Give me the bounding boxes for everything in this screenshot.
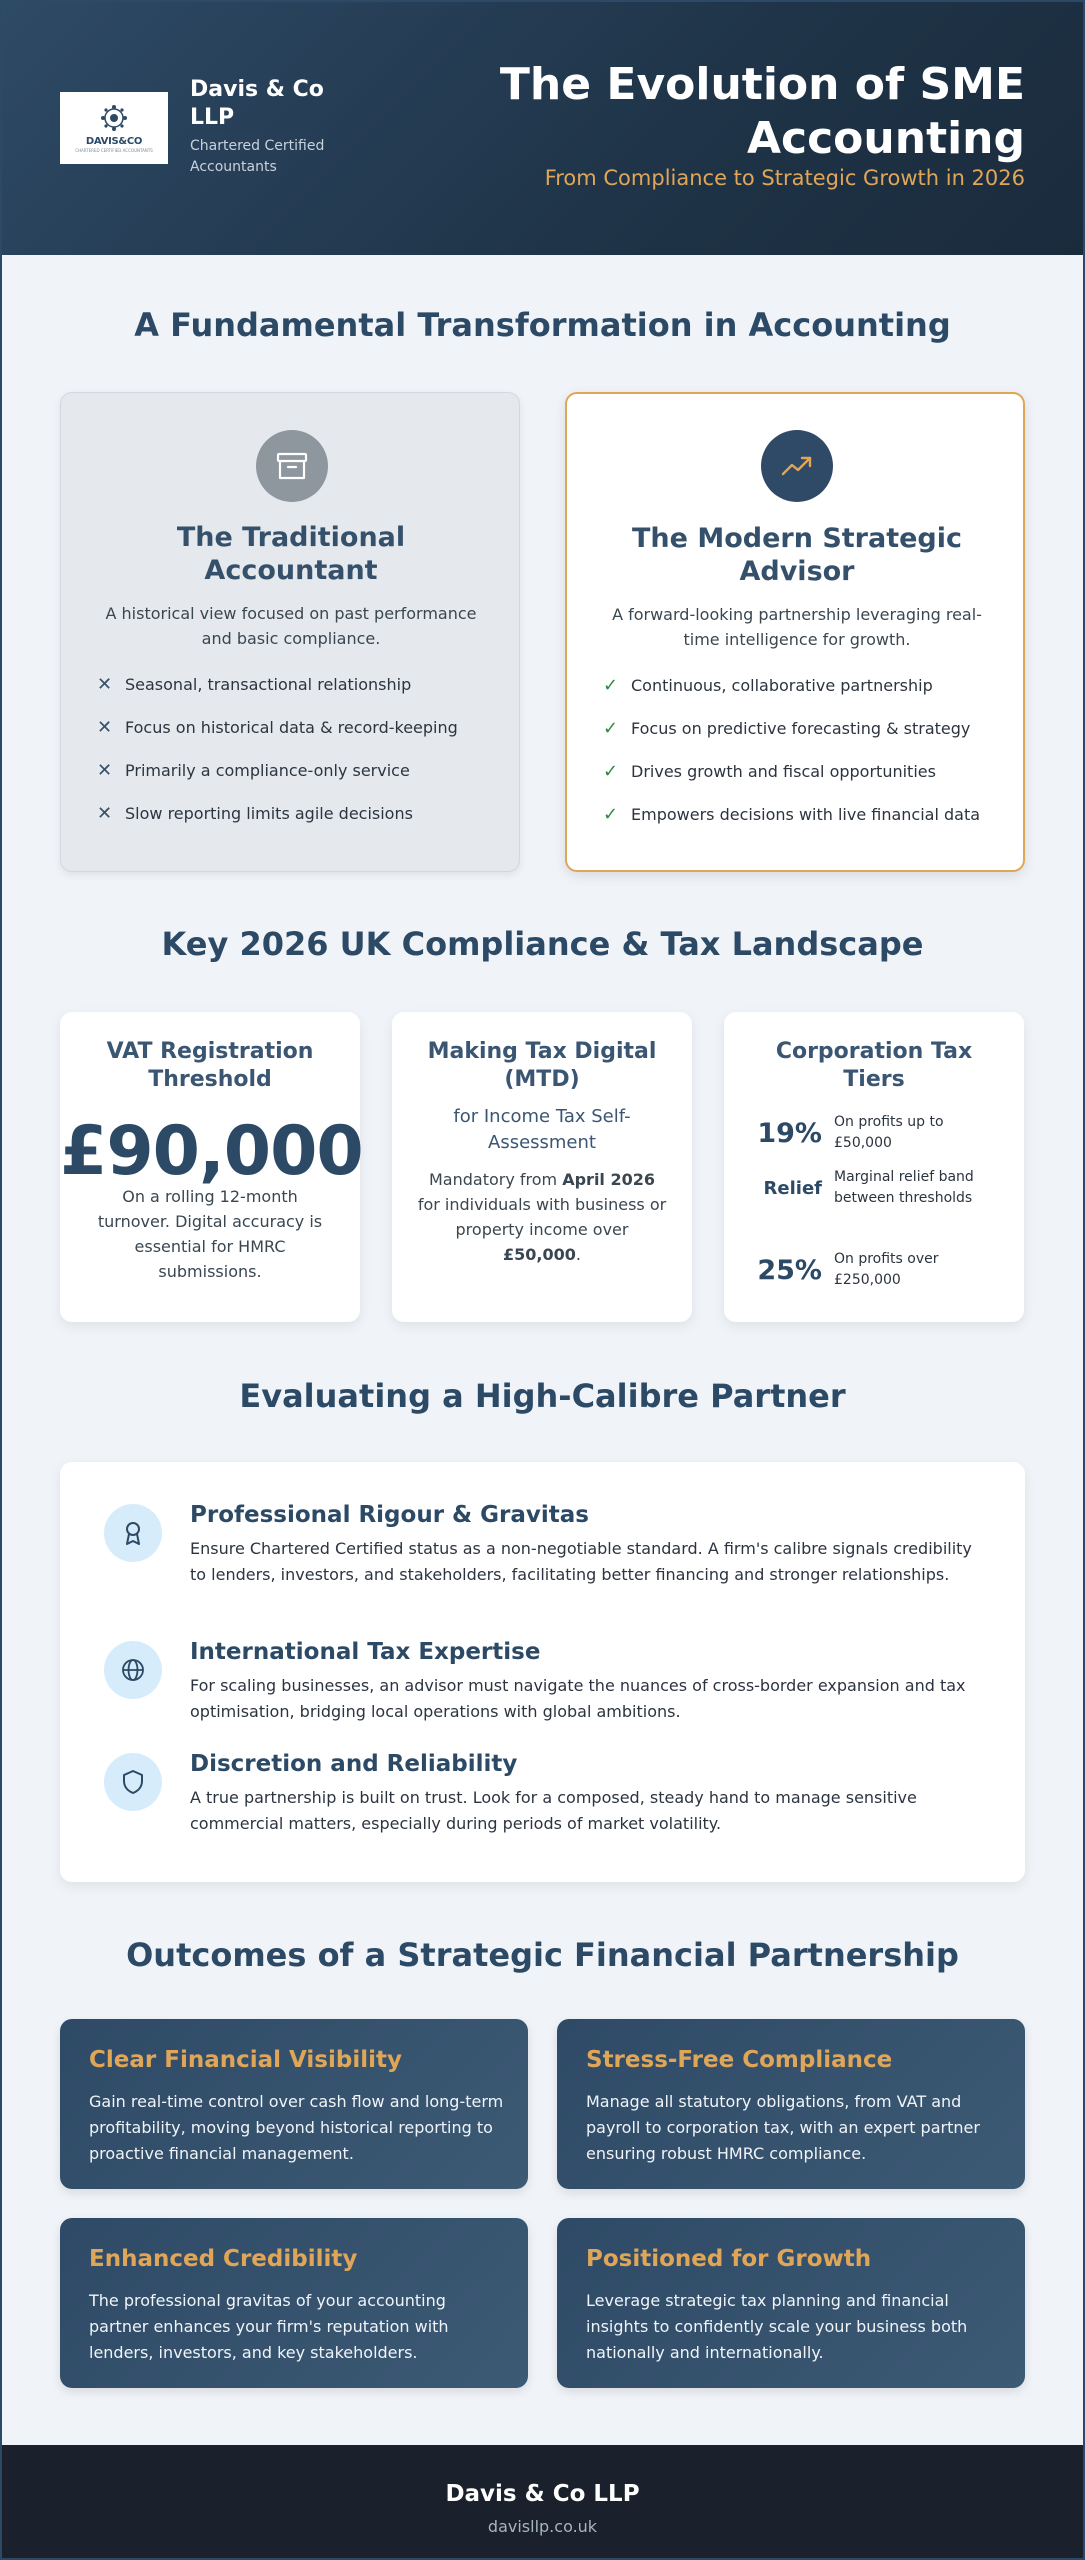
tier-description: Marginal relief band between thresholds bbox=[834, 1169, 974, 1206]
traditional-description: A historical view focused on past performance and basic compliance. bbox=[105, 604, 477, 648]
check-icon: ✓ bbox=[603, 718, 619, 739]
check-icon: ✓ bbox=[603, 804, 619, 825]
page-subtitle: From Compliance to Strategic Growth in 2026 bbox=[544, 166, 1025, 190]
partner-title: Evaluating a High-Calibre Partner bbox=[239, 1377, 846, 1415]
shield-icon bbox=[104, 1753, 162, 1811]
mtd-title: Making Tax Digital (MTD) bbox=[427, 1039, 657, 1092]
vat-card bbox=[60, 1012, 363, 1322]
page-footer bbox=[0, 2445, 1085, 2560]
logo-wordmark: DAVIS&CO bbox=[85, 135, 143, 147]
list-item: ✓ Drives growth and fiscal opportunities bbox=[603, 761, 936, 782]
criteria-title: Professional Rigour & Gravitas bbox=[190, 1502, 589, 1528]
cross-icon: ✕ bbox=[97, 803, 113, 824]
tier-row bbox=[754, 1167, 1004, 1209]
vat-threshold-value: £90,000 bbox=[60, 1112, 363, 1191]
outcome-title: Clear Financial Visibility bbox=[89, 2047, 402, 2073]
modern-title: The Modern Strategic Advisor bbox=[631, 523, 963, 587]
corp-title: Corporation Tax Tiers bbox=[775, 1039, 973, 1092]
mtd-date: April 2026 bbox=[562, 1170, 656, 1189]
outcome-description: Gain real-time control over cash flow and long-term profitability, moving beyond historical reporting to proactive financial management. bbox=[89, 2092, 504, 2163]
outcome-card bbox=[557, 2019, 1025, 2189]
archive-box-icon bbox=[256, 430, 328, 502]
corporation-tax-card bbox=[724, 1012, 1024, 1322]
firm-tagline: Chartered Certified Accountants bbox=[190, 138, 325, 175]
outcomes-title: Outcomes of a Strategic Financial Partnership bbox=[126, 1936, 959, 1974]
tier-row bbox=[754, 1112, 1004, 1154]
modern-points bbox=[603, 676, 1003, 848]
outcome-description: Manage all statutory obligations, from VAT and payroll to corporation tax, with an expert partner ensuring robust HMRC compliance. bbox=[586, 2092, 980, 2163]
outcome-title: Positioned for Growth bbox=[586, 2246, 872, 2272]
footer-firm-name: Davis & Co LLP bbox=[445, 2481, 640, 2507]
vat-description: On a rolling 12-month turnover. Digital accuracy is essential for HMRC submissions. bbox=[97, 1187, 323, 1281]
tier-description: On profits up to £50,000 bbox=[834, 1114, 944, 1151]
criteria-title: International Tax Expertise bbox=[190, 1639, 541, 1665]
cross-icon: ✕ bbox=[97, 717, 113, 738]
criteria-title: Discretion and Reliability bbox=[190, 1751, 518, 1777]
modern-advisor-card bbox=[565, 392, 1025, 872]
firm-logo bbox=[60, 92, 168, 164]
list-item: ✕ Slow reporting limits agile decisions bbox=[97, 803, 413, 824]
tier-description: On profits over £250,000 bbox=[834, 1251, 939, 1288]
partner-criteria-panel bbox=[60, 1462, 1025, 1882]
modern-description: A forward-looking partnership leveraging real-time intelligence for growth. bbox=[612, 605, 982, 649]
outcome-description: Leverage strategic tax planning and financial insights to confidently scale your business both nationally and internationally. bbox=[586, 2291, 968, 2362]
list-item: ✓ Continuous, collaborative partnership bbox=[603, 675, 933, 696]
page-header bbox=[0, 0, 1085, 255]
firm-name: Davis & Co LLP bbox=[190, 77, 324, 130]
compliance-title: Key 2026 UK Compliance & Tax Landscape bbox=[161, 925, 924, 963]
outcome-card bbox=[557, 2218, 1025, 2388]
tier-row bbox=[754, 1249, 1004, 1291]
cross-icon: ✕ bbox=[97, 674, 113, 695]
mtd-card bbox=[392, 1012, 692, 1322]
transformation-title: A Fundamental Transformation in Accounting bbox=[134, 306, 951, 344]
check-icon: ✓ bbox=[603, 761, 619, 782]
list-item: ✓ Focus on predictive forecasting & strategy bbox=[603, 718, 971, 739]
vat-title: VAT Registration Threshold bbox=[106, 1039, 314, 1092]
crest-icon bbox=[97, 104, 131, 134]
traditional-accountant-card bbox=[60, 392, 520, 872]
outcome-title: Stress-Free Compliance bbox=[586, 2047, 893, 2073]
page-title: The Evolution of SME Accounting bbox=[499, 59, 1025, 164]
traditional-title: The Traditional Accountant bbox=[176, 522, 406, 586]
criteria-description: A true partnership is built on trust. Look for a composed, steady hand to manage sensitive commercial matters, especially during periods of market volatility. bbox=[190, 1788, 917, 1833]
mtd-description: Mandatory from April 2026 for individuals with business or property income over £50,000. bbox=[417, 1170, 667, 1264]
award-ribbon-icon bbox=[104, 1504, 162, 1562]
tier-rate: 25% bbox=[757, 1254, 822, 1286]
check-icon: ✓ bbox=[603, 675, 619, 696]
outcome-description: The professional gravitas of your accounting partner enhances your firm's reputation with lenders, investors, and key stakeholders. bbox=[89, 2291, 449, 2362]
criteria-description: For scaling businesses, an advisor must navigate the nuances of cross-border expansion and tax optimisation, bridging local operations with global ambitions. bbox=[190, 1676, 966, 1721]
mtd-threshold: £50,000 bbox=[503, 1245, 576, 1264]
cross-icon: ✕ bbox=[97, 760, 113, 781]
tier-rate: Relief bbox=[763, 1177, 822, 1199]
tier-rate: 19% bbox=[757, 1117, 822, 1149]
list-item: ✕ Seasonal, transactional relationship bbox=[97, 674, 412, 695]
list-item: ✓ Empowers decisions with live financial data bbox=[603, 804, 981, 825]
outcome-card bbox=[60, 2218, 528, 2388]
list-item: ✕ Focus on historical data & record-keeping bbox=[97, 717, 458, 738]
mtd-subtitle: for Income Tax Self-Assessment bbox=[453, 1106, 631, 1153]
outcome-title: Enhanced Credibility bbox=[89, 2246, 358, 2272]
criteria-description: Ensure Chartered Certified status as a non-negotiable standard. A firm's calibre signals credibility to lenders, investors, and stakeholders, facilitating better financing and stronger relationships. bbox=[190, 1539, 972, 1584]
globe-icon bbox=[104, 1641, 162, 1699]
trending-up-icon bbox=[761, 430, 833, 502]
outcome-card bbox=[60, 2019, 528, 2189]
list-item: ✕ Primarily a compliance-only service bbox=[97, 760, 410, 781]
logo-subtext: CHARTERED CERTIFIED ACCOUNTANTS bbox=[75, 147, 153, 153]
footer-website-link[interactable]: davisllp.co.uk bbox=[487, 2517, 598, 2536]
traditional-points bbox=[97, 675, 497, 847]
